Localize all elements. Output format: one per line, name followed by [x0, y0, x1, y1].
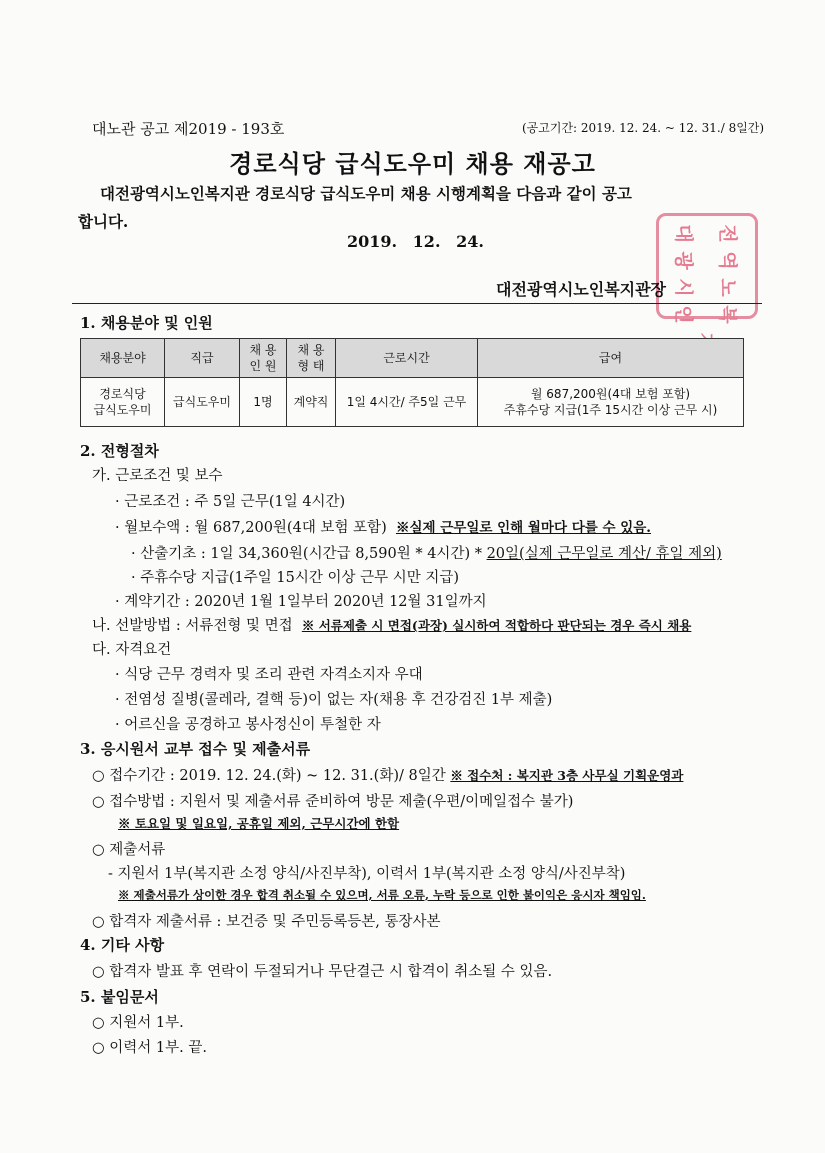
- other-note: ○ 합격자 발표 후 연락이 두절되거나 무단결근 시 합격이 취소될 수 있음.: [92, 964, 553, 980]
- header-divider: [72, 303, 762, 304]
- section-4-heading: 4. 기타 사항: [80, 936, 165, 954]
- issuer-name: 대전광역시노인복지관장: [496, 280, 667, 299]
- table-cell: 급식도우미: [165, 378, 240, 427]
- attachment-item: ○ 지원서 1부.: [92, 1015, 184, 1031]
- seal-glyph: 대: [672, 224, 695, 243]
- seal-glyph: 인: [672, 305, 695, 324]
- selection-method-note: ※ 서류제출 시 면접(과장) 실시하여 적합하다 판단되는 경우 즉시 채용: [301, 618, 692, 633]
- table-cell: 계약직: [287, 378, 336, 427]
- table-header-cell: 채용분야: [81, 339, 165, 378]
- calculation-text: · 산출기초 : 1일 34,360원(시간급 8,590원 * 4시간) *: [131, 546, 487, 562]
- section-2-heading: 2. 전형절차: [80, 442, 159, 460]
- monthly-pay-text: · 월보수액 : 월 687,200원(4대 보험 포함): [115, 520, 387, 536]
- qualification-item: · 식당 근무 경력자 및 조리 관련 자격소지자 우대: [115, 667, 423, 683]
- documents-item: - 지원서 1부(복지관 소정 양식/사진부착), 이력서 1부(복지관 소정 양식/사진부착): [108, 866, 626, 882]
- notice-period: (공고기간: 2019. 12. 24. ~ 12. 31./ 8일간): [522, 121, 765, 135]
- seal-glyph: 광: [672, 251, 695, 270]
- seal-glyph: 복: [716, 305, 739, 324]
- calculation-line: [131, 542, 722, 563]
- table-header-cell: 채 용 인 원: [240, 339, 287, 378]
- qualifications-title: 다. 자격요건: [92, 642, 172, 658]
- qualification-item: · 전염성 질병(콜레라, 결핵 등)이 없는 자(채용 후 건강검진 1부 제출): [115, 692, 553, 708]
- application-period-text: ○ 접수기간 : 2019. 12. 24.(화) ~ 12. 31.(화)/ 8일간: [92, 768, 446, 784]
- application-period-line: [92, 764, 683, 785]
- notice-number: 대노관 공고 제2019 - 193호: [92, 120, 285, 138]
- contract-period-text: · 계약기간 : 2020년 1월 1일부터 2020년 12월 31일까지: [115, 594, 487, 610]
- table-header-row: [81, 339, 744, 378]
- application-place-note: ※ 접수처 : 복지관 3층 사무실 기획운영과: [450, 768, 684, 783]
- table-header-cell: 근로시간: [336, 339, 478, 378]
- notice-date: 2019. 12. 24.: [347, 232, 484, 251]
- section-3-heading: 3. 응시원서 교부 접수 및 제출서류: [80, 740, 311, 758]
- table-cell: 월 687,200원(4대 보험 포함) 주휴수당 지급(1주 15시간 이상 근무 시): [478, 378, 744, 427]
- work-condition-text: · 근로조건 : 주 5일 근무(1일 4시간): [115, 494, 346, 510]
- successful-applicant-documents: ○ 합격자 제출서류 : 보건증 및 주민등록등본, 통장사본: [92, 914, 441, 930]
- qualification-item: · 어르신을 공경하고 봉사정신이 투철한 자: [115, 717, 381, 733]
- working-conditions-title: 가. 근로조건 및 보수: [92, 468, 223, 484]
- selection-method-line: [92, 614, 691, 635]
- seal-glyph: 시: [672, 278, 695, 297]
- monthly-pay-note: ※실제 근무일로 인해 월마다 다를 수 있음.: [395, 520, 652, 536]
- calculation-note: 20일(실제 근무일로 계산/ 휴일 제외): [486, 546, 722, 562]
- intro-text: 대전광역시노인복지관 경로식당 급식도우미 채용 시행계획을 다음과 같이 공고: [100, 184, 632, 203]
- seal-glyph: 전: [716, 224, 739, 243]
- table-cell: 1명: [240, 378, 287, 427]
- weekly-allowance-text: · 주휴수당 지급(1주일 15시간 이상 근무 시만 지급): [131, 570, 459, 586]
- monthly-pay-line: [115, 516, 651, 537]
- application-method-note: ※ 토요일 및 일요일, 공휴일 제외, 근무시간에 한함: [118, 816, 400, 831]
- intro-text-continued: 합니다.: [78, 212, 129, 231]
- section-1-heading: 1. 채용분야 및 인원: [80, 314, 213, 332]
- table-header-cell: 직급: [165, 339, 240, 378]
- recruitment-table: [80, 338, 744, 427]
- table-header-cell: 채 용 형 태: [287, 339, 336, 378]
- seal-lettering: [663, 220, 751, 324]
- documents-title: ○ 제출서류: [92, 842, 166, 858]
- selection-method-text: 나. 선발방법 : 서류전형 및 면접: [92, 618, 293, 634]
- application-method-text: ○ 접수방법 : 지원서 및 제출서류 준비하여 방문 제출(우편/이메일접수 불가): [92, 794, 574, 810]
- table-header-cell: 급여: [478, 339, 744, 378]
- table-cell: 경로식당 급식도우미: [81, 378, 165, 427]
- section-5-heading: 5. 붙임문서: [80, 988, 159, 1006]
- seal-glyph: 역: [716, 251, 739, 270]
- table-cell: 1일 4시간/ 주5일 근무: [336, 378, 478, 427]
- seal-glyph: 노: [716, 278, 739, 297]
- attachment-item: ○ 이력서 1부. 끝.: [92, 1040, 207, 1056]
- documents-note: ※ 제출서류가 상이한 경우 합격 취소될 수 있으며, 서류 오류, 누락 등으로 인한 불이익은 응시자 책임임.: [118, 888, 646, 902]
- document-title: 경로식당 급식도우미 채용 재공고: [229, 149, 596, 178]
- table-row: [81, 378, 744, 427]
